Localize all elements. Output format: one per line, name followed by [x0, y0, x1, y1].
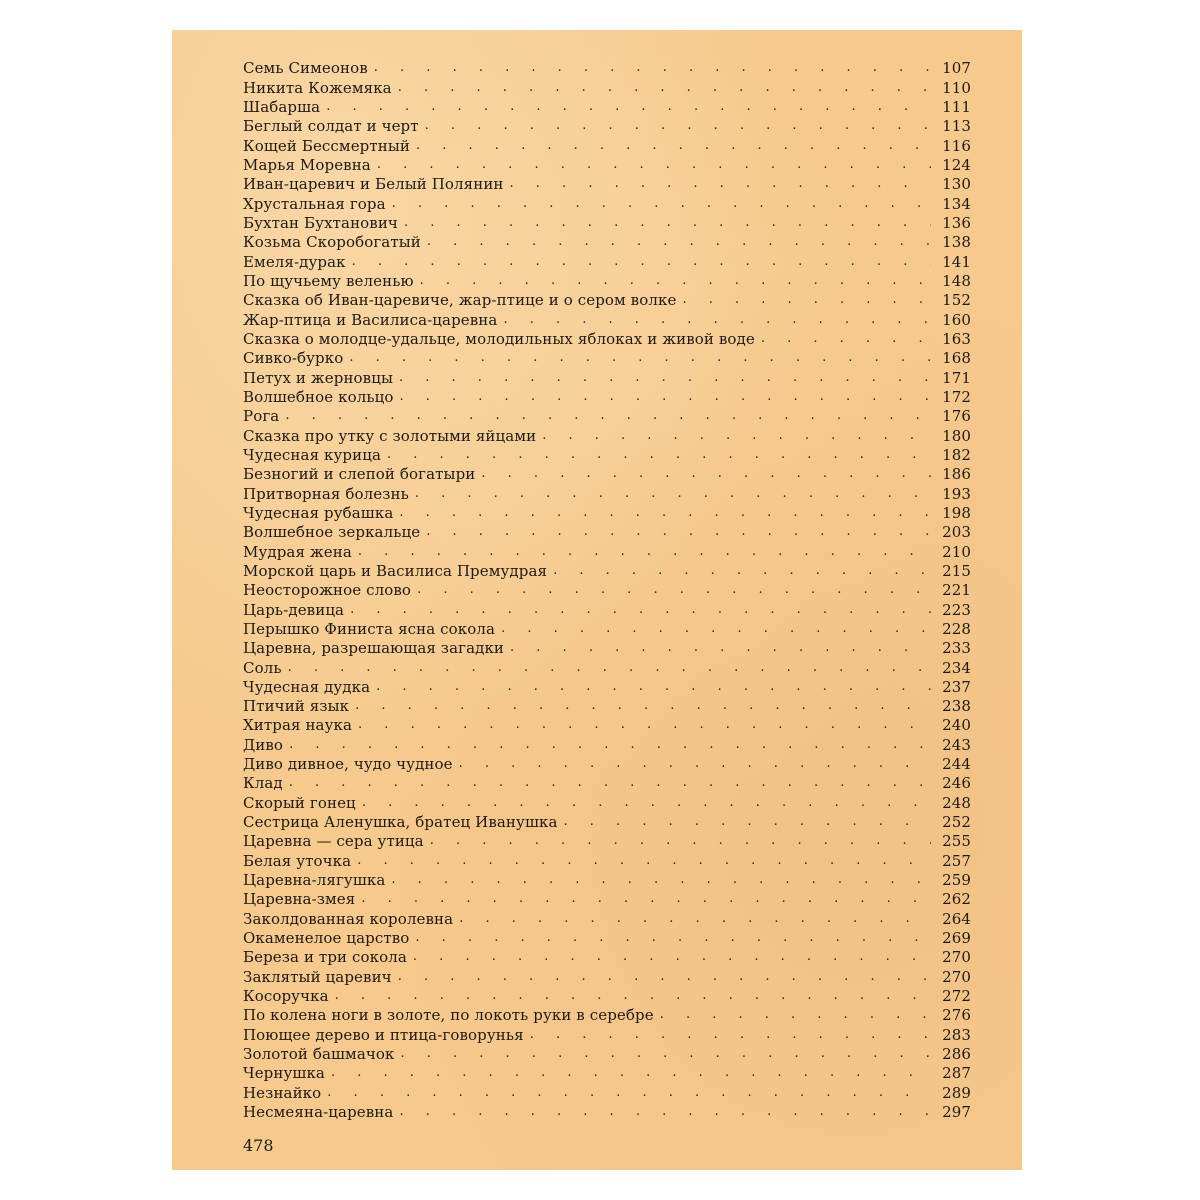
- toc-entry-title: Царь-девица: [243, 600, 345, 619]
- toc-entry: [243, 309, 971, 328]
- toc-entry: [243, 445, 971, 464]
- toc-entry: [243, 792, 971, 811]
- dot-leader: [415, 485, 931, 502]
- toc-entry-page: 270: [942, 967, 971, 986]
- toc-entry-title: Птичий язык: [243, 697, 350, 716]
- toc-entry-page: 243: [942, 735, 971, 754]
- toc-entry-page: 107: [942, 59, 971, 78]
- toc-entry-page: 257: [942, 851, 971, 870]
- toc-entry-page: 223: [942, 600, 971, 619]
- dot-leader: [427, 233, 931, 250]
- toc-entry-page: 221: [942, 581, 971, 600]
- toc-entry: [243, 135, 971, 154]
- book-page: [172, 30, 1022, 1170]
- toc-entry: [243, 889, 971, 908]
- toc-entry-title: Сестрица Аленушка, братец Иванушка: [243, 813, 558, 832]
- toc-entry-title: Кощей Бессмертный: [243, 136, 411, 155]
- toc-entry-title: Белая уточка: [243, 851, 352, 870]
- toc-entry-title: Поющее дерево и птица-говорунья: [243, 1025, 524, 1044]
- dot-leader: [660, 1006, 931, 1023]
- dot-leader: [398, 968, 931, 985]
- dot-leader: [350, 601, 931, 618]
- dot-leader: [415, 929, 931, 946]
- dot-leader: [510, 175, 931, 192]
- toc-entry-page: 276: [942, 1006, 971, 1025]
- toc-entry: [243, 908, 971, 927]
- toc-entry: [243, 522, 971, 541]
- toc-entry-page: 244: [942, 755, 971, 774]
- toc-entry-page: 283: [942, 1025, 971, 1044]
- toc-entry: [243, 329, 971, 348]
- dot-leader: [358, 716, 931, 733]
- toc-entry-title: Перышко Финиста ясна сокола: [243, 619, 496, 638]
- toc-entry-page: 193: [942, 484, 971, 503]
- toc-entry-title: Косоручка: [243, 987, 329, 1006]
- toc-entry-page: 248: [942, 793, 971, 812]
- toc-entry-page: 246: [942, 774, 971, 793]
- toc-entry-title: По колена ноги в золоте, по локоть руки в серебре: [243, 1006, 654, 1025]
- toc-entry-title: Морской царь и Василиса Премудрая: [243, 561, 548, 580]
- toc-entry-page: 228: [942, 619, 971, 638]
- toc-entry-title: Соль: [243, 658, 282, 677]
- dot-leader: [361, 890, 931, 907]
- toc-entry-title: Беглый солдат и черт: [243, 117, 419, 136]
- toc-entry: [243, 213, 971, 232]
- toc-entry-page: 186: [942, 465, 971, 484]
- toc-entry-page: 272: [942, 987, 971, 1006]
- toc-entry: [243, 58, 971, 77]
- toc-entry-title: Безногий и слепой богатыри: [243, 465, 476, 484]
- toc-entry-page: 259: [942, 871, 971, 890]
- toc-entry-title: Царевна-лягушка: [243, 871, 386, 890]
- dot-leader: [285, 407, 931, 424]
- dot-leader: [398, 79, 931, 96]
- toc-entry-title: Сказка про утку с золотыми яйцами: [243, 426, 537, 445]
- dot-leader: [289, 736, 931, 753]
- toc-entry: [243, 1024, 971, 1043]
- toc-entry-title: Чернушка: [243, 1064, 325, 1083]
- toc-entry-page: 237: [942, 677, 971, 696]
- toc-entry-title: Семь Симеонов: [243, 59, 368, 78]
- toc-entry-title: Мудрая жена: [243, 542, 352, 561]
- toc-entry: [243, 580, 971, 599]
- dot-leader: [761, 330, 931, 347]
- toc-entry: [243, 387, 971, 406]
- toc-entry-title: Шабарша: [243, 97, 321, 116]
- toc-entry: [243, 619, 971, 638]
- toc-entry-page: 124: [942, 155, 971, 174]
- dot-leader: [682, 291, 931, 308]
- toc-entry-title: Клад: [243, 774, 283, 793]
- toc-entry-title: Никита Кожемяка: [243, 78, 392, 97]
- toc-entry: [243, 657, 971, 676]
- toc-entry-title: Заколдованная королевна: [243, 909, 454, 928]
- toc-entry: [243, 503, 971, 522]
- toc-entry-page: 215: [942, 561, 971, 580]
- toc-entry-title: Емеля-дурак: [243, 252, 346, 271]
- toc-entry: [243, 251, 971, 270]
- toc-entry: [243, 1044, 971, 1063]
- toc-entry: [243, 773, 971, 792]
- toc-entry: [243, 1005, 971, 1024]
- toc-entry: [243, 986, 971, 1005]
- toc-entry-title: Царевна — сера утица: [243, 832, 424, 851]
- toc-entry-title: Козьма Скоробогатый: [243, 233, 421, 252]
- toc-entry: [243, 348, 971, 367]
- dot-leader: [400, 388, 932, 405]
- dot-leader: [352, 253, 931, 270]
- toc-entry: [243, 116, 971, 135]
- toc-entry-page: 234: [942, 658, 971, 677]
- toc-entry: [243, 464, 971, 483]
- dot-leader: [399, 504, 931, 521]
- toc-entry: [243, 638, 971, 657]
- toc-entry: [243, 271, 971, 290]
- table-of-contents: [243, 58, 971, 1121]
- toc-entry-title: Хрустальная гора: [243, 194, 386, 213]
- toc-entry: [243, 677, 971, 696]
- toc-entry: [243, 483, 971, 502]
- toc-entry-page: 116: [942, 136, 971, 155]
- dot-leader: [374, 59, 931, 76]
- toc-entry: [243, 1063, 971, 1082]
- toc-entry-title: Золотой башмачок: [243, 1045, 395, 1064]
- toc-entry-title: Бухтан Бухтанович: [243, 213, 398, 232]
- toc-entry-title: Чудесная рубашка: [243, 503, 394, 522]
- toc-entry-title: Иван-царевич и Белый Полянин: [243, 175, 504, 194]
- toc-entry-title: Окаменелое царство: [243, 929, 410, 948]
- toc-entry: [243, 561, 971, 580]
- toc-entry: [243, 850, 971, 869]
- toc-entry-page: 262: [942, 890, 971, 909]
- toc-entry-title: Заклятый царевич: [243, 967, 392, 986]
- toc-entry-title: Несмеяна-царевна: [243, 1103, 394, 1122]
- dot-leader: [349, 349, 931, 366]
- toc-entry-title: Волшебное кольцо: [243, 387, 394, 406]
- toc-entry: [243, 541, 971, 560]
- toc-entry: [243, 1082, 971, 1101]
- toc-entry-title: Диво: [243, 735, 284, 754]
- toc-entry-title: По щучьему веленью: [243, 271, 414, 290]
- toc-entry-title: Хитрая наука: [243, 716, 353, 735]
- dot-leader: [459, 910, 931, 927]
- toc-entry-page: 286: [942, 1045, 971, 1064]
- dot-leader: [289, 774, 931, 791]
- toc-entry: [243, 406, 971, 425]
- toc-entry-page: 152: [942, 291, 971, 310]
- toc-entry: [243, 1102, 971, 1121]
- toc-entry-page: 287: [942, 1064, 971, 1083]
- toc-entry-page: 252: [942, 813, 971, 832]
- toc-entry-page: 130: [942, 175, 971, 194]
- dot-leader: [326, 98, 931, 115]
- toc-entry-page: 138: [942, 233, 971, 252]
- toc-entry-page: 111: [942, 97, 971, 116]
- toc-entry-title: Жар-птица и Василиса-царевна: [243, 310, 498, 329]
- toc-entry-title: Незнайко: [243, 1083, 322, 1102]
- toc-entry: [243, 947, 971, 966]
- toc-entry-page: 233: [942, 639, 971, 658]
- toc-entry-page: 255: [942, 832, 971, 851]
- toc-entry-page: 176: [942, 407, 971, 426]
- toc-entry-page: 163: [942, 329, 971, 348]
- toc-entry-page: 240: [942, 716, 971, 735]
- dot-leader: [355, 697, 931, 714]
- dot-leader: [358, 543, 931, 560]
- toc-entry-page: 141: [942, 252, 971, 271]
- toc-entry: [243, 425, 971, 444]
- dot-leader: [400, 1045, 931, 1062]
- toc-entry-title: Петух и жерновцы: [243, 368, 394, 387]
- toc-entry-page: 182: [942, 445, 971, 464]
- dot-leader: [387, 446, 931, 463]
- dot-leader: [399, 369, 931, 386]
- dot-leader: [327, 1084, 931, 1101]
- toc-entry-page: 238: [942, 697, 971, 716]
- dot-leader: [335, 987, 931, 1004]
- toc-entry-title: Сивко-бурко: [243, 349, 344, 368]
- toc-entry-title: Притворная болезнь: [243, 484, 409, 503]
- toc-entry-title: Рога: [243, 407, 280, 426]
- toc-entry: [243, 193, 971, 212]
- dot-leader: [530, 1026, 931, 1043]
- dot-leader: [288, 659, 931, 676]
- toc-entry-page: 198: [942, 503, 971, 522]
- toc-entry: [243, 174, 971, 193]
- dot-leader: [501, 620, 931, 637]
- toc-entry-page: 269: [942, 929, 971, 948]
- dot-leader: [377, 156, 931, 173]
- toc-entry: [243, 77, 971, 96]
- dot-leader: [430, 832, 931, 849]
- toc-entry-title: Царевна, разрешающая загадки: [243, 639, 505, 658]
- toc-entry-page: 270: [942, 948, 971, 967]
- toc-entry-page: 160: [942, 310, 971, 329]
- toc-entry: [243, 870, 971, 889]
- toc-entry: [243, 367, 971, 386]
- dot-leader: [542, 427, 931, 444]
- dot-leader: [553, 562, 931, 579]
- toc-entry: [243, 966, 971, 985]
- toc-entry: [243, 812, 971, 831]
- toc-entry-page: 210: [942, 542, 971, 561]
- dot-leader: [413, 948, 931, 965]
- toc-entry-title: Волшебное зеркальце: [243, 523, 421, 542]
- dot-leader: [425, 117, 931, 134]
- page-number: 478: [243, 1136, 274, 1155]
- dot-leader: [564, 813, 931, 830]
- toc-entry: [243, 715, 971, 734]
- toc-entry-title: Неосторожное слово: [243, 581, 412, 600]
- toc-entry: [243, 232, 971, 251]
- toc-entry: [243, 97, 971, 116]
- toc-entry: [243, 734, 971, 753]
- toc-entry-title: Береза и три сокола: [243, 948, 407, 967]
- toc-entry: [243, 928, 971, 947]
- toc-entry-page: 180: [942, 426, 971, 445]
- dot-leader: [459, 755, 931, 772]
- dot-leader: [399, 1103, 931, 1120]
- toc-entry-title: Чудесная курица: [243, 445, 381, 464]
- dot-leader: [362, 794, 931, 811]
- toc-entry-page: 289: [942, 1083, 971, 1102]
- toc-entry: [243, 290, 971, 309]
- toc-entry-page: 264: [942, 909, 971, 928]
- toc-entry-title: Чудесная дудка: [243, 677, 371, 696]
- toc-entry: [243, 754, 971, 773]
- toc-entry-title: Скорый гонец: [243, 793, 356, 812]
- dot-leader: [510, 639, 931, 656]
- toc-entry: [243, 696, 971, 715]
- dot-leader: [481, 465, 931, 482]
- dot-leader: [357, 852, 931, 869]
- toc-entry-title: Сказка об Иван-царевиче, жар-птице и о сером волке: [243, 291, 677, 310]
- dot-leader: [392, 195, 931, 212]
- toc-entry-page: 136: [942, 213, 971, 232]
- dot-leader: [416, 137, 931, 154]
- dot-leader: [420, 272, 931, 289]
- toc-entry-page: 171: [942, 368, 971, 387]
- toc-entry-title: Диво дивное, чудо чудное: [243, 755, 453, 774]
- dot-leader: [426, 523, 931, 540]
- toc-entry-page: 134: [942, 194, 971, 213]
- toc-entry: [243, 155, 971, 174]
- toc-entry: [243, 831, 971, 850]
- toc-entry-page: 297: [942, 1103, 971, 1122]
- toc-entry-page: 110: [942, 78, 971, 97]
- dot-leader: [331, 1064, 931, 1081]
- toc-entry-title: Марья Моревна: [243, 155, 371, 174]
- toc-entry-page: 113: [942, 117, 971, 136]
- dot-leader: [376, 678, 931, 695]
- dot-leader: [404, 214, 931, 231]
- toc-entry-page: 203: [942, 523, 971, 542]
- toc-entry-page: 168: [942, 349, 971, 368]
- dot-leader: [417, 581, 931, 598]
- toc-entry-title: Сказка о молодце-удальце, молодильных яблоках и живой воде: [243, 329, 755, 348]
- toc-entry-title: Царевна-змея: [243, 890, 356, 909]
- toc-entry-page: 148: [942, 271, 971, 290]
- toc-entry-page: 172: [942, 387, 971, 406]
- dot-leader: [503, 311, 931, 328]
- dot-leader: [391, 871, 931, 888]
- toc-entry: [243, 599, 971, 618]
